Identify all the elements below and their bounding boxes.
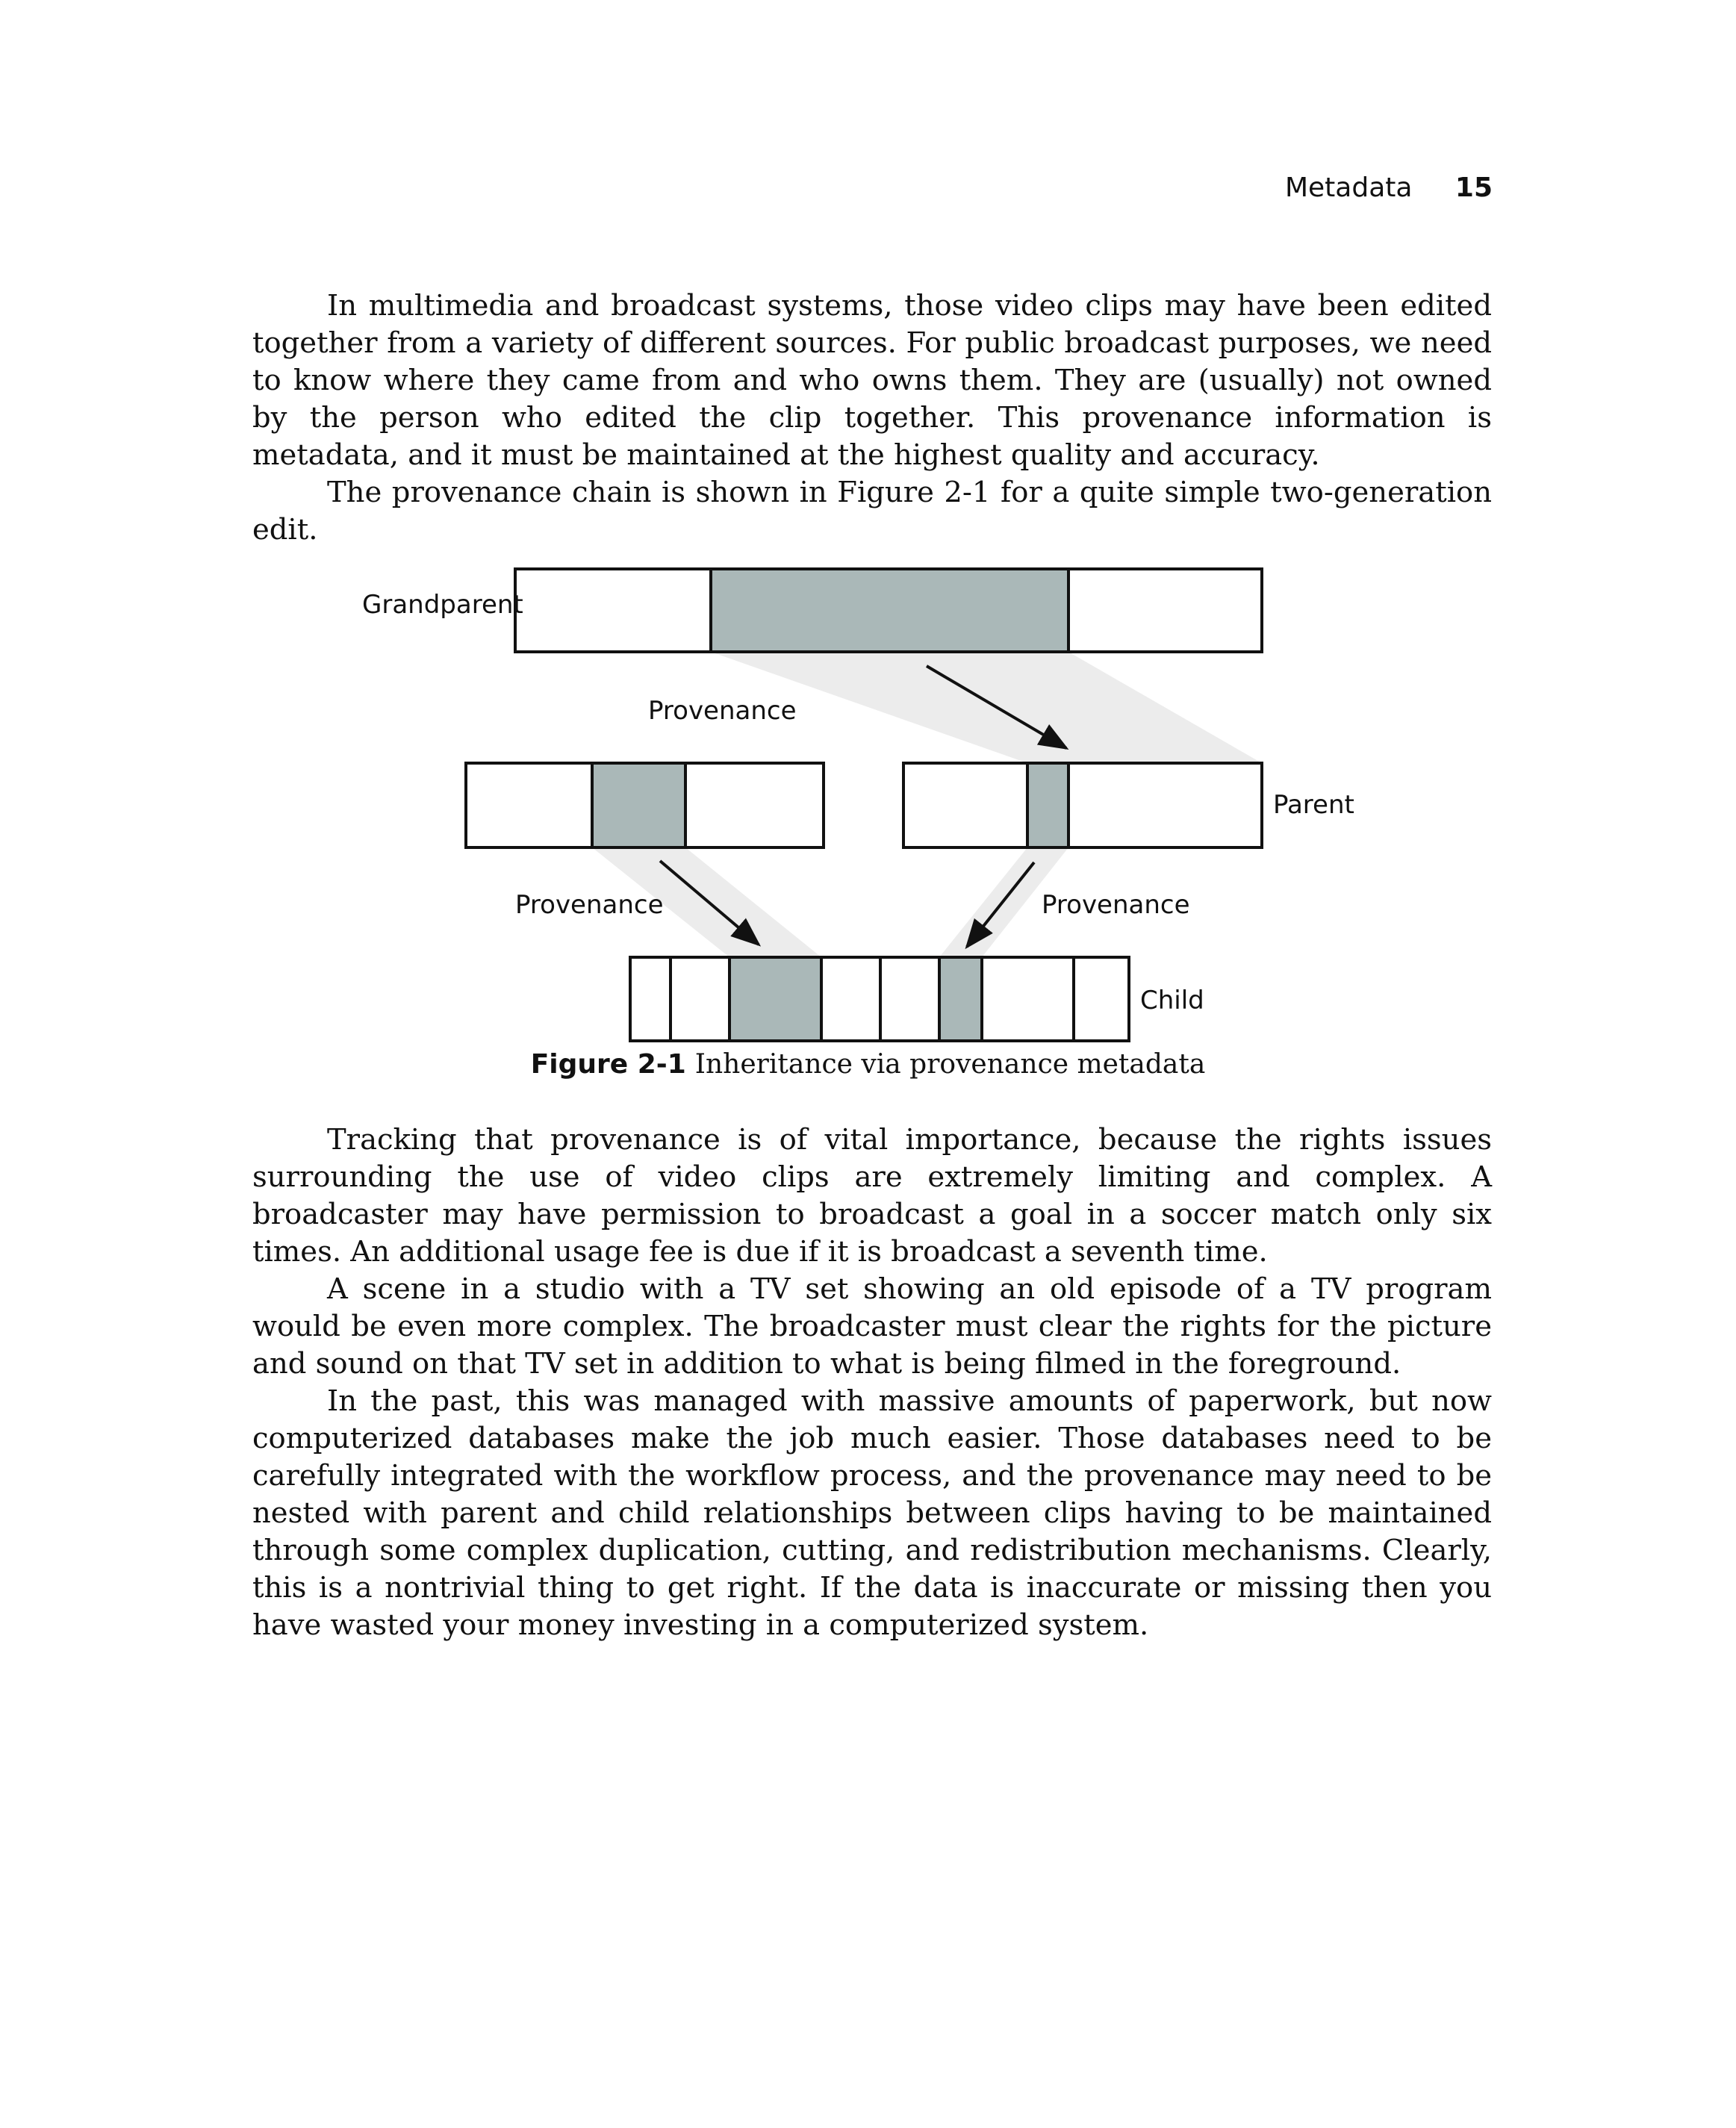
label-grandparent: Grandparent [362,590,523,620]
provenance-diagram [0,523,1736,1090]
label-provenance-right: Provenance [1042,890,1190,920]
label-parent: Parent [1273,790,1354,820]
grandparent-segment [711,569,1068,652]
figure-2-1 [0,523,1736,1090]
paragraph: The provenance chain is shown in Figure 2-1 for a quite simple two-generation edit. [252,476,1492,547]
body-text-top [252,287,1492,549]
arrow-right-to-child [967,862,1034,947]
section-title: Metadata [1284,172,1413,203]
paragraph: In multimedia and broadcast systems, those video clips may have been edited together from a variety of different sources. For public broadcast purposes, we need to know where they came from and who owns them. They are (usually) not owned by the person who edited the clip together. This provenance information is metadata, and it must be maintained at the highest quality and accuracy. [252,289,1492,472]
parent-right-segment [1027,763,1068,847]
caption-number: Figure 2-1 [530,1049,686,1080]
page-number: 15 [1455,172,1493,203]
paragraph: A scene in a studio with a TV set showing an old episode of a TV program would be even more complex. The broadcaster must clear the rights for the picture and sound on that TV set in addition to what is being filmed in the foreground. [252,1272,1492,1381]
label-provenance-left: Provenance [515,890,664,920]
label-child: Child [1140,986,1204,1015]
child-segment-b [939,957,982,1041]
parent-clip-right [903,763,1262,847]
child-clip [630,957,1129,1041]
label-provenance-top: Provenance [648,696,797,726]
child-segment-a [729,957,821,1041]
parent-left-segment [592,763,685,847]
paragraph: In the past, this was managed with massive amounts of paperwork, but now computerized databases make the job much easier. Those databases need to be carefully integrated with the workflow process, and the provenance may need to be nested with parent and child relationships between clips having to be maintained through some complex duplication, cutting, and redistribution mechanisms. Clearly, this is a nontrivial thing to get right. If the data is inaccurate or missing then you have wasted your money investing in a computerized system. [252,1384,1492,1642]
body-text-bottom [252,1121,1492,1644]
parent-clip-left [466,763,824,847]
caption-text: Inheritance via provenance metadata [694,1049,1206,1080]
paragraph: Tracking that provenance is of vital importance, because the rights issues surrounding the use of video clips are extremely limiting and complex. A broadcaster may have permission to broadcast a goal in a soccer match only six times. An additional usage fee is due if it is broadcast a seventh time. [252,1123,1492,1269]
figure-caption [0,1049,1736,1080]
grandparent-clip [515,569,1262,652]
running-head [1285,172,1493,203]
